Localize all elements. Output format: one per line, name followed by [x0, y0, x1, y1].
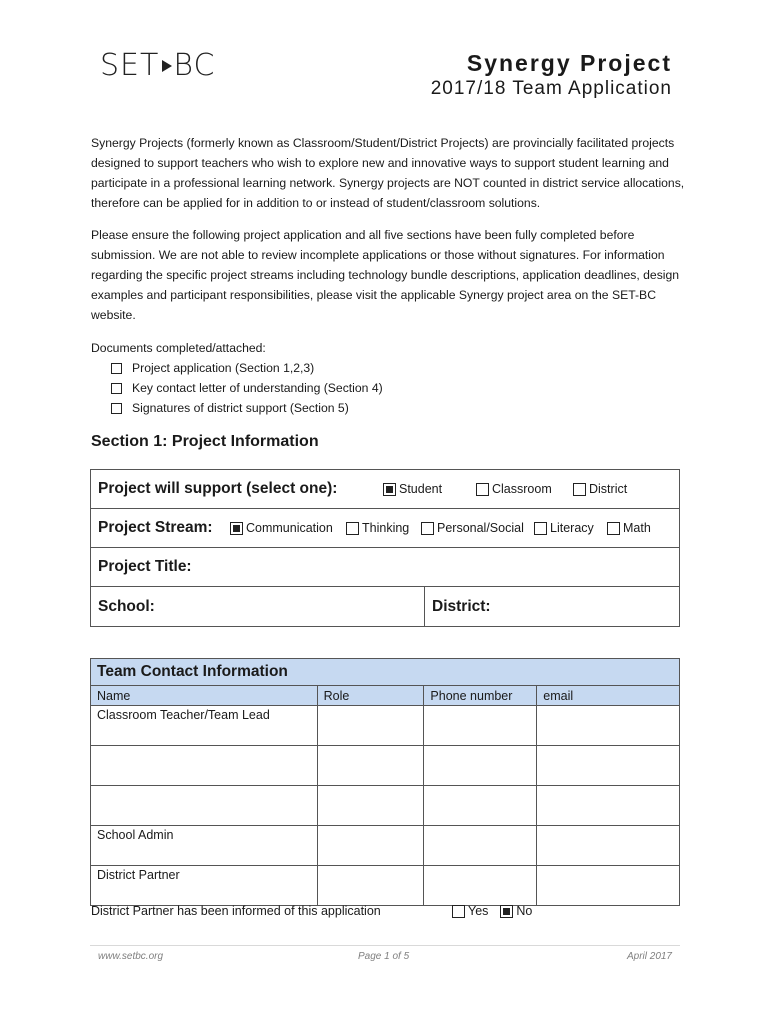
table-cell[interactable]	[537, 706, 680, 746]
support-label: Project will support (select one):	[98, 480, 338, 497]
project-title-label: Project Title:	[98, 558, 192, 575]
intro-paragraph-1: Synergy Projects (formerly known as Classroom/Student/District Projects) are provincially facilitated projects designed to support teachers who wish to explore new and innovative ways to support student learning and participate in a professional learning network. Synergy projects are NOT counted in district service allocations, therefore can be applied for in addition to or instead of student/classroom solutions.	[91, 136, 685, 210]
checkbox-checked-icon[interactable]	[230, 522, 243, 535]
table-cell[interactable]	[91, 786, 318, 826]
table-cell[interactable]: School Admin	[91, 826, 318, 866]
table-cell[interactable]	[317, 826, 424, 866]
checkbox-empty-icon[interactable]	[573, 483, 586, 496]
stream-label: Project Stream:	[98, 519, 213, 536]
option-personal-social[interactable]	[421, 521, 534, 535]
school-label: School:	[98, 597, 155, 615]
team-heading: Team Contact Information	[91, 659, 680, 686]
district-label: District:	[432, 597, 491, 615]
option-district[interactable]	[573, 482, 627, 496]
table-cell[interactable]	[537, 746, 680, 786]
option-label: District	[589, 482, 628, 496]
table-cell[interactable]	[537, 866, 680, 906]
document-title: Synergy Project	[466, 50, 672, 76]
doc-item	[111, 378, 383, 398]
intro-paragraph-2: Please ensure the following project application and all five sections have been fully completed before submission. We are not able to review incomplete applications or those without signatures. For information regarding the specific project streams including technology bundle descriptions, application deadlines, design examples and participant responsibilities, please visit the applicable Synergy project area on the SET-BC website.	[91, 228, 680, 322]
documents-label: Documents completed/attached:	[91, 341, 266, 355]
checkbox-empty-icon[interactable]	[421, 522, 434, 535]
option-label: Personal/Social	[437, 521, 524, 535]
play-triangle-icon	[162, 60, 172, 72]
doc-item-label: Key contact letter of understanding (Section 4)	[132, 381, 383, 395]
column-header: Phone number	[424, 686, 537, 706]
column-header: Name	[91, 686, 318, 706]
table-cell[interactable]	[424, 706, 537, 746]
option-student[interactable]	[383, 482, 476, 496]
checkbox-empty-icon[interactable]	[111, 383, 122, 394]
table-cell[interactable]	[91, 746, 318, 786]
footer-website[interactable]: www.setbc.org	[98, 951, 164, 962]
table-row	[91, 866, 680, 906]
table-cell[interactable]	[317, 786, 424, 826]
partner-informed-label: District Partner has been informed of this application	[91, 904, 381, 918]
project-info-table	[90, 469, 680, 627]
option-label: Literacy	[550, 521, 594, 535]
table-cell[interactable]	[424, 826, 537, 866]
column-header: Role	[317, 686, 424, 706]
setbc-logo	[100, 48, 215, 83]
table-cell[interactable]	[424, 746, 537, 786]
option-label: No	[516, 904, 533, 918]
column-header-row	[91, 686, 680, 706]
footer-divider	[90, 945, 680, 946]
doc-item	[111, 358, 383, 378]
table-cell[interactable]	[317, 706, 424, 746]
yes-no-options	[452, 904, 532, 918]
table-row	[91, 786, 680, 826]
team-heading-row	[91, 659, 680, 686]
option-yes[interactable]	[452, 904, 496, 918]
section-1-heading: Section 1: Project Information	[91, 433, 319, 450]
support-row	[91, 470, 679, 509]
table-cell[interactable]	[424, 866, 537, 906]
school-field[interactable]	[91, 587, 425, 626]
option-label: Student	[399, 482, 443, 496]
document-subtitle: 2017/18 Team Application	[430, 78, 672, 99]
table-cell[interactable]	[317, 866, 424, 906]
option-label: Classroom	[492, 482, 552, 496]
doc-item-label: Signatures of district support (Section 5)	[132, 401, 349, 415]
option-thinking[interactable]	[346, 521, 421, 535]
checkbox-empty-icon[interactable]	[111, 403, 122, 414]
project-title-row[interactable]	[91, 548, 679, 587]
stream-row	[91, 509, 679, 548]
checkbox-checked-icon[interactable]	[383, 483, 396, 496]
table-cell[interactable]	[537, 786, 680, 826]
option-math[interactable]	[607, 521, 651, 535]
checkbox-checked-icon[interactable]	[500, 905, 513, 918]
column-header: email	[537, 686, 680, 706]
table-row	[91, 746, 680, 786]
logo-text-left: SET	[100, 48, 160, 83]
district-field[interactable]	[425, 587, 491, 626]
option-no[interactable]	[500, 904, 532, 918]
table-cell[interactable]: Classroom Teacher/Team Lead	[91, 706, 318, 746]
option-classroom[interactable]	[476, 482, 573, 496]
table-row	[91, 826, 680, 866]
option-label: Math	[623, 521, 651, 535]
logo-text-right: BC	[173, 48, 216, 83]
team-contact-table	[90, 658, 680, 906]
checkbox-empty-icon[interactable]	[111, 363, 122, 374]
option-communication[interactable]	[230, 521, 346, 535]
option-label: Thinking	[362, 521, 410, 535]
footer-page-number: Page 1 of 5	[358, 951, 410, 962]
checkbox-empty-icon[interactable]	[346, 522, 359, 535]
partner-informed-row	[91, 904, 651, 918]
table-cell[interactable]: District Partner	[91, 866, 318, 906]
doc-item-label: Project application (Section 1,2,3)	[132, 361, 315, 375]
school-district-row	[91, 587, 679, 626]
table-cell[interactable]	[317, 746, 424, 786]
option-label: Yes	[468, 904, 489, 918]
doc-item	[111, 398, 383, 418]
table-cell[interactable]	[424, 786, 537, 826]
table-row	[91, 706, 680, 746]
checkbox-empty-icon[interactable]	[607, 522, 620, 535]
table-cell[interactable]	[537, 826, 680, 866]
checkbox-empty-icon[interactable]	[452, 905, 465, 918]
documents-checklist	[91, 338, 383, 418]
checkbox-empty-icon[interactable]	[534, 522, 547, 535]
footer-date: April 2017	[626, 951, 672, 962]
option-literacy[interactable]	[534, 521, 607, 535]
checkbox-empty-icon[interactable]	[476, 483, 489, 496]
option-label: Communication	[246, 521, 333, 535]
